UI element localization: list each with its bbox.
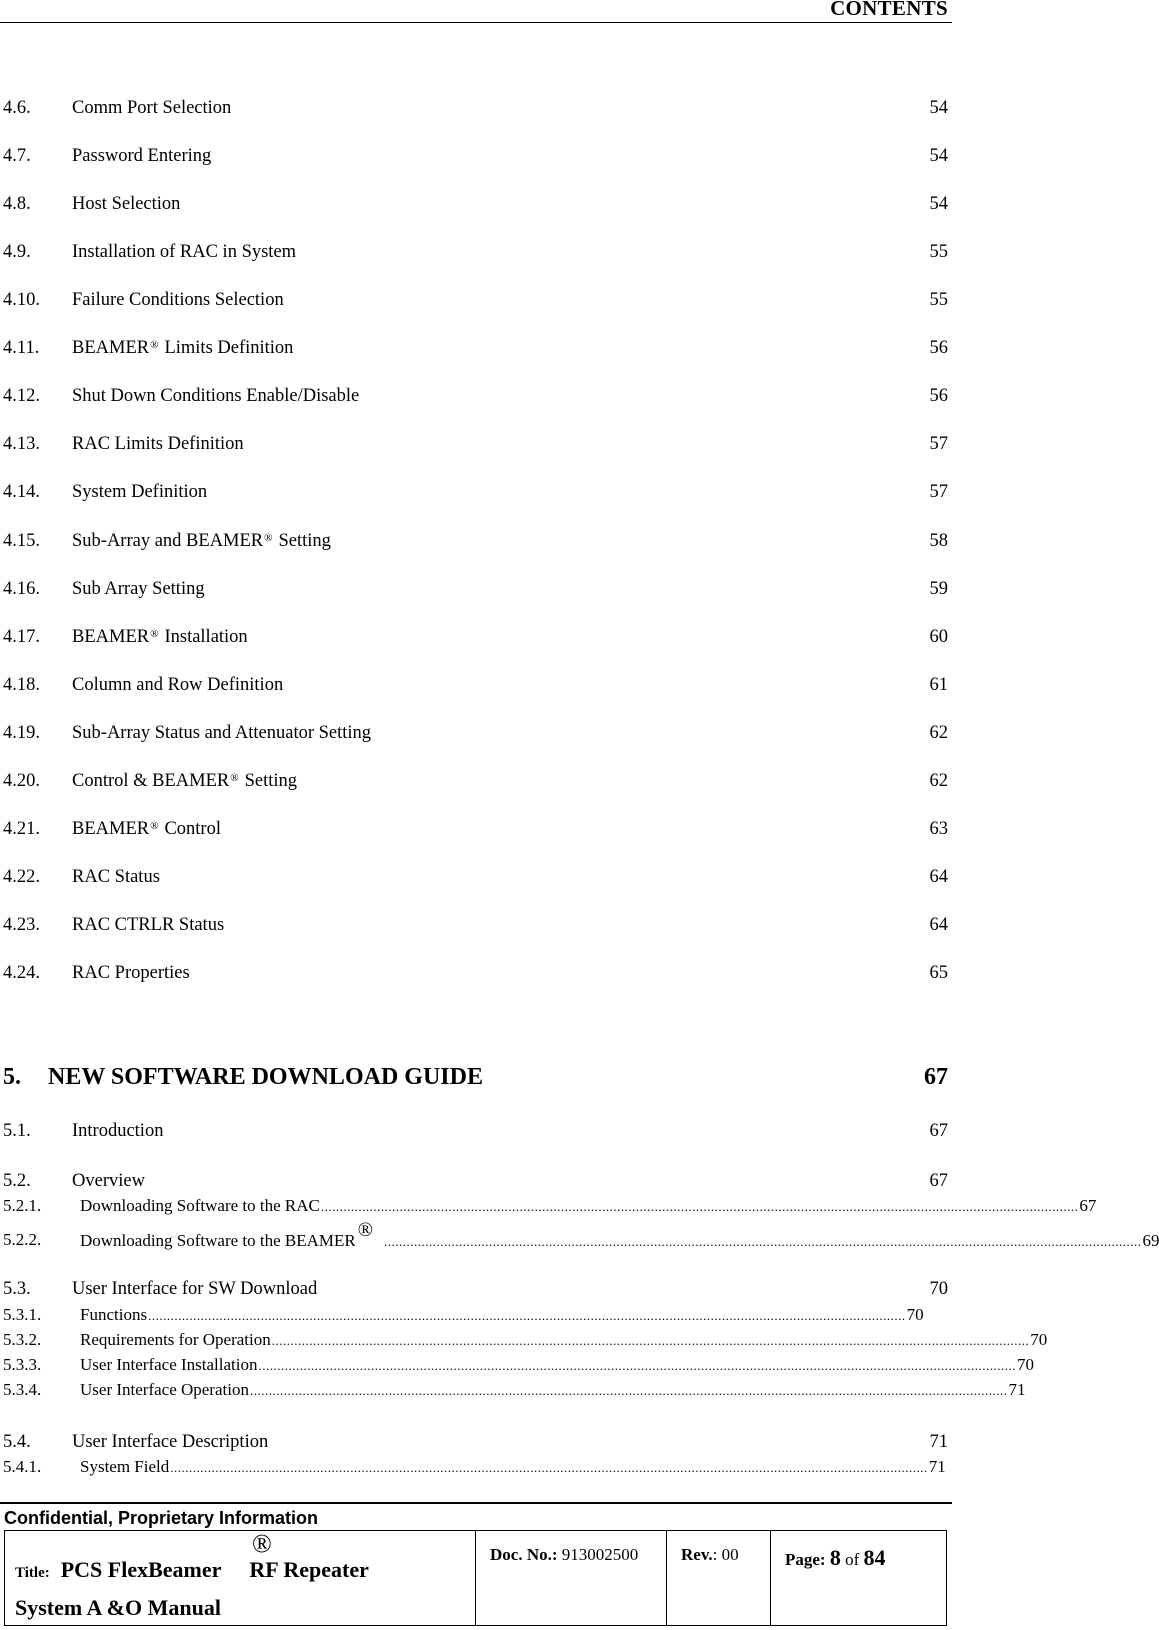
toc-number: 4.15.: [3, 531, 40, 551]
toc-number: 4.9.: [3, 242, 31, 262]
footer-page-cell: [771, 1531, 947, 1625]
toc-page: 57: [929, 434, 948, 454]
toc-title: [72, 529, 331, 553]
toc-number: 4.14.: [3, 482, 40, 502]
toc-page: 56: [929, 386, 948, 406]
toc-page: 70: [929, 1279, 948, 1299]
toc-title: Overview: [72, 1171, 145, 1191]
toc-title: RAC Status: [72, 867, 160, 887]
document-title-line1: [15, 1557, 369, 1583]
page-label: Page:: [785, 1550, 826, 1569]
toc-title: Sub-Array Status and Attenuator Setting: [72, 723, 372, 743]
toc-subentry[interactable]: [0, 1196, 1097, 1216]
footer-table: [4, 1530, 947, 1626]
toc-subentry[interactable]: [0, 1457, 946, 1477]
toc-number: 4.16.: [3, 579, 40, 599]
toc-chapter-page: 67: [924, 1064, 948, 1090]
toc-sub-number: 5.3.4.: [3, 1380, 42, 1399]
toc-entry[interactable]: [0, 1277, 948, 1301]
toc-subentry[interactable]: [0, 1305, 924, 1325]
document-title-line2: System A &O Manual: [15, 1595, 221, 1620]
page-total: 84: [863, 1545, 886, 1570]
toc-page: 64: [929, 915, 948, 935]
toc-sub-page: 67: [1079, 1196, 1097, 1215]
toc-entry[interactable]: [0, 1169, 948, 1193]
toc-title-part: Limits Definition: [164, 338, 294, 358]
toc-title: Host Selection: [72, 194, 181, 214]
product-name: PCS FlexBeamer: [60, 1557, 222, 1582]
toc-number: 5.3.: [3, 1279, 31, 1299]
toc-number: 4.19.: [3, 723, 40, 743]
toc-entry[interactable]: [0, 288, 948, 312]
toc-sub-number: 5.3.3.: [3, 1355, 42, 1374]
toc-entry[interactable]: [0, 865, 948, 889]
toc-title: Password Entering: [72, 146, 212, 166]
toc-page: 59: [929, 579, 948, 599]
toc-title: Installation of RAC in System: [72, 242, 297, 262]
toc-entry[interactable]: [0, 144, 948, 168]
toc-page: 54: [929, 146, 948, 166]
toc-title-part: Sub-Array and BEAMER: [72, 531, 264, 551]
toc-entry[interactable]: [0, 1430, 948, 1454]
toc-title-part: Setting: [278, 531, 331, 551]
toc-title: Failure Conditions Selection: [72, 290, 284, 310]
title-label: Title:: [15, 1565, 50, 1581]
page-current: 8: [829, 1545, 841, 1570]
toc-number: 4.11.: [3, 338, 40, 358]
toc-title-part: Downloading Software to the BEAMER: [80, 1231, 356, 1250]
toc-page: 60: [929, 627, 948, 647]
dot-leader: ..........................................................................................................................................................................................................: [258, 1358, 1016, 1373]
registered-mark: ®: [150, 820, 159, 832]
toc-title: Introduction: [72, 1121, 164, 1141]
footer-rev-cell: [667, 1531, 771, 1625]
toc-page: 67: [929, 1171, 948, 1191]
toc-title: RAC Limits Definition: [72, 434, 244, 454]
doc-number-label: Doc. No.:: [490, 1545, 558, 1564]
product-type: RF Repeater: [249, 1557, 369, 1582]
toc-sub-page: 69: [1142, 1231, 1159, 1250]
footer-divider: [0, 1502, 952, 1504]
toc-page: 67: [929, 1121, 948, 1141]
toc-number: 4.7.: [3, 146, 31, 166]
toc-entry[interactable]: [0, 192, 948, 216]
toc-page: 65: [929, 963, 948, 983]
toc-page: 61: [929, 675, 948, 695]
toc-entry[interactable]: [0, 384, 948, 408]
toc-subentry[interactable]: [0, 1355, 1034, 1375]
toc-number: 4.12.: [3, 386, 40, 406]
toc-sub-title: User Interface Installation: [80, 1355, 258, 1374]
toc-entry[interactable]: [0, 673, 948, 697]
toc-entry[interactable]: [0, 817, 948, 841]
toc-sub-title: System Field: [80, 1457, 170, 1476]
toc-entry[interactable]: [0, 96, 948, 120]
toc-sub-page: 71: [1008, 1380, 1026, 1399]
toc-title-part: Control: [164, 819, 221, 839]
toc-title: User Interface Description: [72, 1432, 269, 1452]
toc-page: 55: [929, 290, 948, 310]
toc-number: 4.17.: [3, 627, 40, 647]
registered-mark: ®: [150, 628, 159, 640]
toc-number: 4.20.: [3, 771, 40, 791]
toc-title: [72, 625, 248, 649]
toc-number: 4.24.: [3, 963, 40, 983]
dot-leader: ..........................................................................................................................................................................................................: [148, 1308, 906, 1323]
toc-number: 5.4.: [3, 1432, 31, 1452]
toc-sub-page: 70: [906, 1305, 924, 1324]
toc-sub-number: 5.4.1.: [3, 1457, 42, 1476]
page-of: of: [845, 1550, 860, 1569]
toc-entry[interactable]: [0, 769, 948, 793]
toc-title: RAC Properties: [72, 963, 190, 983]
toc-sub-title: User Interface Operation: [80, 1380, 249, 1399]
toc-entry[interactable]: [0, 961, 948, 985]
toc-entry[interactable]: [0, 480, 948, 504]
toc-title: Sub Array Setting: [72, 579, 205, 599]
toc-entry[interactable]: [0, 721, 948, 745]
toc-sub-number: 5.3.1.: [3, 1305, 42, 1324]
toc-number: 4.21.: [3, 819, 40, 839]
toc-page: 63: [929, 819, 948, 839]
toc-page: 54: [929, 98, 948, 118]
toc-title-part: BEAMER: [72, 819, 150, 839]
dot-leader: ..........................................................................................................................................................................................................: [249, 1383, 1008, 1398]
toc-number: 4.10.: [3, 290, 40, 310]
toc-entry[interactable]: [0, 336, 948, 360]
toc-sub-number: 5.3.2.: [3, 1330, 42, 1349]
toc-title: [72, 769, 297, 793]
dot-leader: ..........................................................................................................................................................................................................: [170, 1460, 928, 1475]
toc-page: 54: [929, 194, 948, 214]
toc-number: 5.1.: [3, 1121, 31, 1141]
toc-subentry[interactable]: [0, 1330, 1048, 1350]
toc-title: RAC CTRLR Status: [72, 915, 225, 935]
toc-page: 55: [929, 242, 948, 262]
dot-leader: ..........................................................................................................................................................................................................: [320, 1199, 1079, 1214]
toc-sub-page: 71: [928, 1457, 946, 1476]
toc-number: 4.8.: [3, 194, 31, 214]
toc-chapter-title: NEW SOFTWARE DOWNLOAD GUIDE: [48, 1064, 483, 1090]
toc-number: 4.22.: [3, 867, 40, 887]
toc-title-part: BEAMER: [72, 338, 150, 358]
toc-number: 4.6.: [3, 98, 31, 118]
toc-number: 4.18.: [3, 675, 40, 695]
toc-entry[interactable]: [0, 240, 948, 264]
toc-page: 64: [929, 867, 948, 887]
toc-sub-number: 5.2.2.: [3, 1230, 42, 1249]
dot-leader: ..........................................................................................................................................................................................................: [383, 1234, 1142, 1249]
toc-title: Shut Down Conditions Enable/Disable: [72, 386, 360, 406]
dot-leader: ..........................................................................................................................................................................................................: [271, 1333, 1030, 1348]
toc-entry[interactable]: [0, 577, 948, 601]
registered-mark: ®: [252, 1529, 272, 1558]
revision-label: Rev.: [681, 1545, 713, 1564]
header-divider: [0, 22, 952, 23]
toc-number: 5.2.: [3, 1171, 31, 1191]
toc-title-part: Control & BEAMER: [72, 771, 230, 791]
toc-title: [72, 817, 221, 841]
footer-doc-cell: [476, 1531, 667, 1625]
toc-title-part: Installation: [164, 627, 248, 647]
toc-title: System Definition: [72, 482, 208, 502]
toc-page: 62: [929, 723, 948, 743]
toc-sub-number: 5.2.1.: [3, 1196, 42, 1215]
confidential-notice: Confidential, Proprietary Information: [4, 1508, 319, 1528]
registered-mark: ®: [230, 772, 239, 784]
revision-value: : 00: [712, 1545, 739, 1564]
toc-title-part: BEAMER: [72, 627, 150, 647]
toc-entry[interactable]: [0, 625, 948, 649]
toc-number: 4.23.: [3, 915, 40, 935]
toc-entry[interactable]: [0, 1119, 948, 1143]
toc-page: 71: [929, 1432, 948, 1452]
toc-title: Comm Port Selection: [72, 98, 232, 118]
page-header-title: CONTENTS: [830, 0, 948, 20]
toc-title: [72, 336, 293, 360]
toc-sub-title: [80, 1219, 384, 1251]
toc-subentry[interactable]: [0, 1219, 1159, 1250]
registered-mark: ®: [264, 532, 273, 544]
toc-chapter-entry[interactable]: [0, 1062, 948, 1092]
toc-sub-page: 70: [1016, 1355, 1034, 1374]
toc-title-part: Setting: [244, 771, 298, 791]
toc-page: 57: [929, 482, 948, 502]
doc-number-value: 913002500: [561, 1545, 639, 1564]
toc-entry[interactable]: [0, 913, 948, 937]
toc-chapter-number: 5.: [3, 1064, 21, 1090]
toc-title: Column and Row Definition: [72, 675, 284, 695]
registered-mark: ®: [150, 339, 159, 351]
toc-entry[interactable]: [0, 432, 948, 456]
toc-title: User Interface for SW Download: [72, 1279, 318, 1299]
toc-sub-title: Functions: [80, 1305, 148, 1324]
footer-title-cell: [5, 1531, 476, 1625]
registered-mark: ®: [357, 1219, 373, 1241]
toc-sub-title: Downloading Software to the RAC: [80, 1196, 320, 1215]
toc-entry[interactable]: [0, 529, 948, 553]
toc-sub-page: 70: [1030, 1330, 1048, 1349]
toc-number: 4.13.: [3, 434, 40, 454]
toc-page: 62: [929, 771, 948, 791]
toc-sub-title: Requirements for Operation: [80, 1330, 271, 1349]
toc-page: 58: [929, 531, 948, 551]
toc-subentry[interactable]: [0, 1380, 1026, 1400]
toc-page: 56: [929, 338, 948, 358]
